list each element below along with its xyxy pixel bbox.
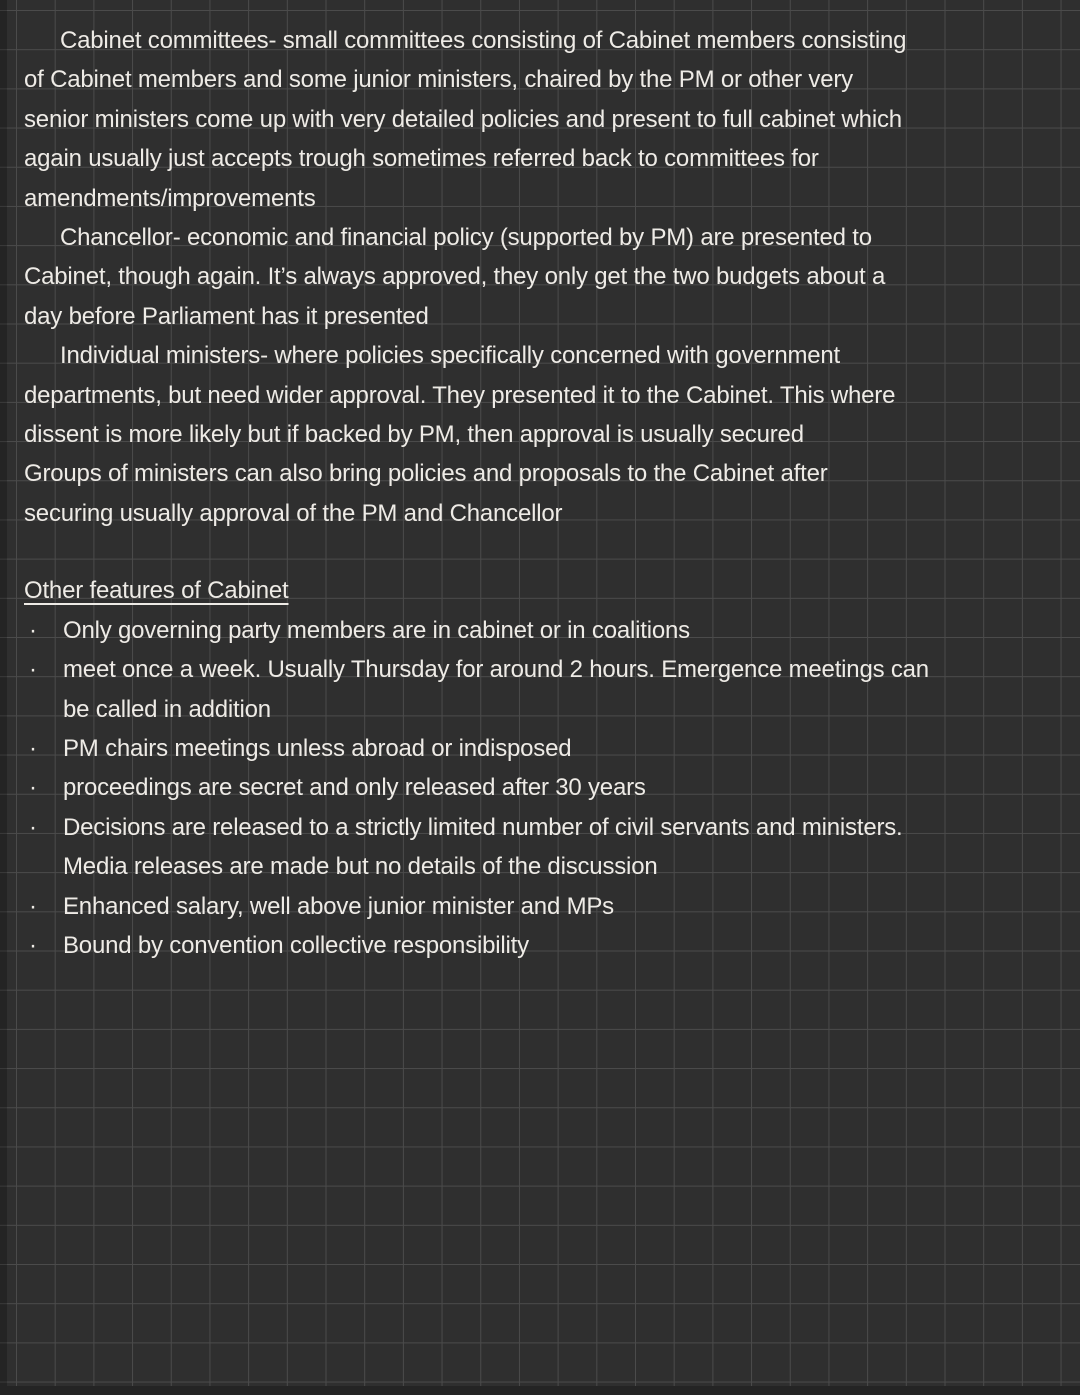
note-line: Bound by convention collective responsibility [63, 931, 529, 959]
note-line: PM chairs meetings unless abroad or indisposed [63, 734, 572, 762]
bullet-text [63, 650, 1066, 729]
note-line: Cabinet, though again. It’s always approved, they only get the two budgets about a [24, 263, 886, 291]
bullet-item [24, 611, 1066, 650]
note-line: be called in addition [63, 695, 271, 723]
page-bottom-edge [0, 1386, 1080, 1395]
note-line: senior ministers come up with very detailed policies and present to full cabinet which [24, 105, 902, 133]
note-line: departments, but need wider approval. They presented it to the Cabinet. This where [24, 381, 896, 409]
note-line: Enhanced salary, well above junior minister and MPs [63, 892, 614, 920]
bullet-marker-icon: · [29, 892, 37, 920]
note-line: of Cabinet members and some junior ministers, chaired by the PM or other very [24, 66, 853, 94]
bullet-marker-icon: · [29, 813, 37, 841]
bullet-item [24, 926, 1066, 965]
bullet-marker-icon: · [29, 656, 37, 684]
section-heading: Other features of Cabinet [24, 577, 289, 605]
bullet-item [24, 887, 1066, 926]
bullet-text [63, 887, 1066, 926]
bullet-marker-icon: · [29, 616, 37, 644]
bullet-list [24, 611, 1066, 966]
note-line: proceedings are secret and only released after 30 years [63, 774, 646, 802]
note-line: day before Parliament has it presented [24, 302, 429, 330]
note-line: amendments/improvements [24, 184, 316, 212]
note-line: Media releases are made but no details of the discussion [63, 853, 658, 881]
note-line: Individual ministers- where policies specifically concerned with government [60, 342, 841, 370]
bullet-text [63, 926, 1066, 965]
bullet-text [63, 808, 1066, 887]
bullet-text [63, 729, 1066, 768]
page-left-edge [0, 0, 7, 1395]
bullet-marker-icon: · [29, 774, 37, 802]
note-line: Cabinet committees- small committees consisting of Cabinet members consisting [60, 27, 907, 54]
bullet-item [24, 729, 1066, 768]
paragraphs-section [24, 21, 1066, 533]
note-line: Groups of ministers can also bring policies and proposals to the Cabinet after [24, 460, 828, 488]
notes-content [24, 21, 1066, 965]
note-line: Only governing party members are in cabinet or in coalitions [63, 616, 690, 644]
note-line: dissent is more likely but if backed by PM, then approval is usually secured [24, 421, 804, 449]
bullet-marker-icon: · [29, 931, 37, 959]
bullet-text [63, 611, 1066, 650]
bullet-item [24, 768, 1066, 807]
note-line: Chancellor- economic and financial policy (supported by PM) are presented to [60, 224, 872, 252]
bullet-item [24, 650, 1066, 729]
bullet-marker-icon: · [29, 734, 37, 762]
note-line: Decisions are released to a strictly limited number of civil servants and ministers. [63, 813, 903, 841]
bullet-text [63, 768, 1066, 807]
note-line: securing usually approval of the PM and Chancellor [24, 499, 563, 527]
note-line: again usually just accepts trough sometimes referred back to committees for [24, 145, 819, 173]
bullet-item [24, 808, 1066, 887]
note-line: meet once a week. Usually Thursday for around 2 hours. Emergence meetings can [63, 656, 929, 684]
